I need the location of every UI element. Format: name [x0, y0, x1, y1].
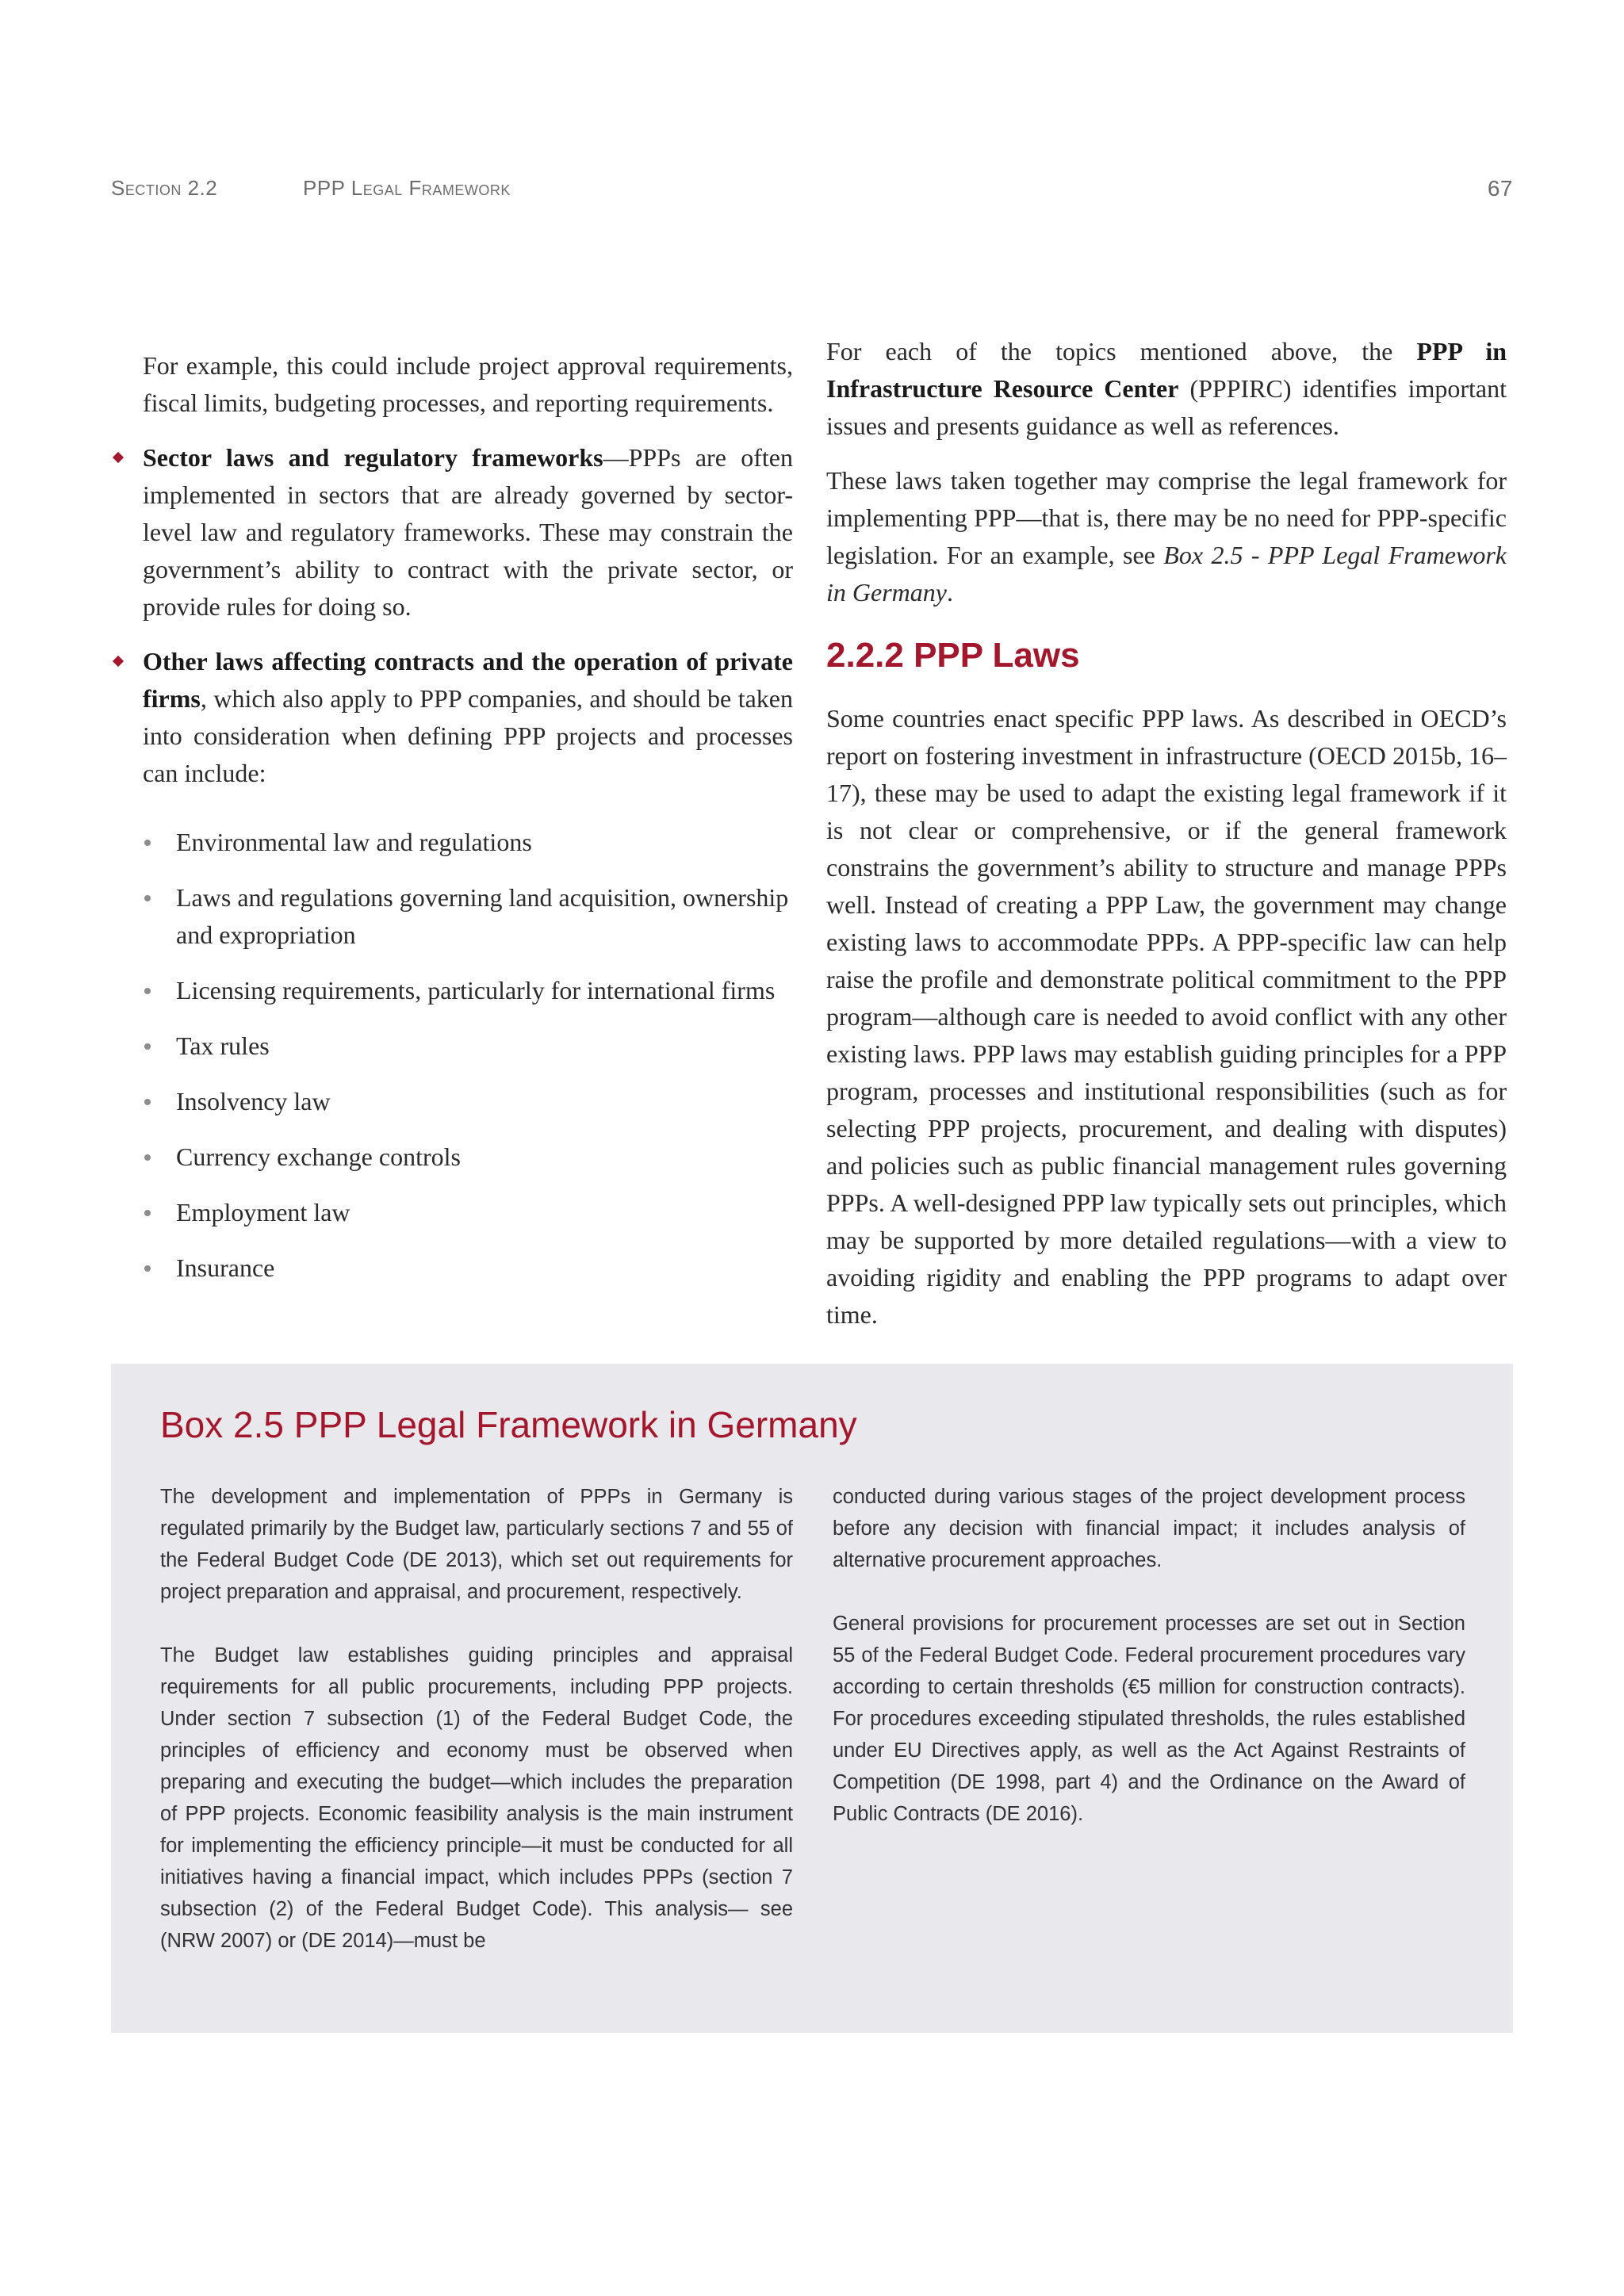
bullet-dot-icon: [144, 1210, 151, 1216]
ppp-laws-paragraph: Some countries enact specific PPP laws. As described in OECD’s report on fostering investment in infrastructure (OECD 2015b, 16–17), these may be used to adapt the existing legal framework if it is not clear or comprehensive, or if the general framework constrains the government’s ability to structure and manage PPPs well. Instead of creating a PPP Law, the government may change existing laws to accommodate PPPs. A PPP-specific law can help raise the profile and demonstrate political commitment to the PPP program—although care is needed to avoid conflict with any other existing laws. PPP laws may establish guiding principles for a PPP program, processes and institutional responsibilities (such as for selecting PPP projects, procurement, and dealing with disputes) and policies such as public financial management rules governing PPPs. A well-designed PPP law typically sets out principles, which may be supported by more detailed regulations—with a view to avoiding rigidity and enabling the PPP programs to adapt over time.: [826, 704, 1507, 1329]
sub-list-item: [143, 824, 793, 861]
sub-list-item-text: Employment law: [176, 1198, 350, 1226]
intro-paragraph: For example, this could include project approval requirements, fiscal limits, budgeting processes, and reporting requirements.: [143, 351, 793, 417]
box-paragraph: conducted during various stages of the project development process before any decision with financial impact; it includes analysis of alternative procurement approaches.: [833, 1486, 1465, 1571]
box-paragraph: The development and implementation of PPPs in Germany is regulated primarily by the Budget law, particularly sections 7 and 55 of the Federal Budget Code (DE 2013), which set out requirements for project preparation and appraisal, and procurement, respectively.: [160, 1486, 793, 1603]
sub-list-item-text: Tax rules: [176, 1031, 270, 1060]
paragraph-text: For each of the topics mentioned above, the: [826, 337, 1417, 365]
list-item-bold: Other laws affecting contracts and the operation of private firms: [143, 647, 793, 713]
list-item-text: —PPPs are often implemented in sectors that are already governed by sector-level law and regulatory frameworks. These may constrain the government’s ability to contract with the private sector, or provide rules for doing so.: [143, 443, 793, 621]
box-reference-link[interactable]: Box 2.5 - PPP Legal Framework in Germany: [826, 541, 1507, 607]
sub-bullet-list: [143, 824, 793, 1287]
section-label: Section 2.2: [111, 176, 218, 200]
paragraph-text: (PPPIRC) identifies important issues and presents guidance as well as references.: [826, 374, 1507, 440]
sub-list-item-text: Currency exchange controls: [176, 1142, 461, 1171]
bullet-dot-icon: [144, 895, 151, 901]
running-header: [111, 176, 1513, 208]
paragraph-text: These laws taken together may comprise the legal framework for implementing PPP—that is, there may be no need for PPP-specific legislation. For an example, see: [826, 466, 1507, 569]
bullet-dot-icon: [144, 1265, 151, 1272]
bullet-dot-icon: [144, 1154, 151, 1161]
sub-list-item: [143, 1083, 793, 1120]
sub-list-item: [143, 1138, 793, 1176]
bullet-dot-icon: [144, 1043, 151, 1050]
sub-list-item-text: Insolvency law: [176, 1087, 331, 1115]
sub-list-item: [143, 879, 793, 954]
list-item-text: , which also apply to PPP companies, and should be taken into consideration when defining PPP projects and processes can include:: [143, 684, 793, 787]
pppirc-link-text: PPP in Infrastructure Resource Center: [826, 337, 1507, 403]
list-item-other-laws: [143, 643, 793, 792]
sub-list-item: [143, 1249, 793, 1287]
page-number: 67: [1487, 176, 1513, 201]
legal-framework-paragraph: [826, 462, 1507, 611]
pppirc-paragraph: [826, 333, 1507, 445]
right-column: [826, 333, 1507, 1334]
box-paragraph: The Budget law establishes guiding principles and appraisal requirements for all public procurements, including PPP projects. Under section 7 subsection (1) of the Federal Budget Code, the principles of efficiency and economy must be observed when preparing and executing the budget—which includes the preparation of PPP projects. Economic feasibility analysis is the main instrument for implementing the efficiency principle—it must be conducted for all initiatives having a financial impact, which includes PPPs (section 7 subsection (2) of the Federal Budget Code). This analysis— see (NRW 2007) or (DE 2014)—must be: [160, 1644, 793, 1952]
sub-list-item-text: Insurance: [176, 1253, 275, 1282]
sub-list-item: [143, 1027, 793, 1065]
bullet-dot-icon: [144, 840, 151, 846]
section-heading: 2.2.2 PPP Laws: [826, 636, 1080, 675]
diamond-bullet-icon: [113, 656, 124, 667]
chapter-title: PPP Legal Framework: [303, 176, 511, 200]
sub-list-item-text: Licensing requirements, particularly for international firms: [176, 976, 776, 1004]
germany-framework-box: [111, 1364, 1513, 2033]
box-left-column: [160, 1481, 793, 1957]
left-column: [143, 347, 793, 1305]
sub-list-item: [143, 972, 793, 1009]
list-item-sector-laws: [143, 439, 793, 626]
list-item-bold: Sector laws and regulatory frameworks: [143, 443, 603, 472]
sub-list-item-text: Laws and regulations governing land acquisition, ownership and expropriation: [176, 883, 789, 949]
sub-list-item: [143, 1194, 793, 1231]
diamond-bullet-icon: [113, 452, 124, 463]
bullet-dot-icon: [144, 988, 151, 994]
sub-list-item-text: Environmental law and regulations: [176, 828, 532, 856]
box-right-column: [833, 1481, 1465, 1830]
paragraph-text: .: [946, 578, 953, 607]
bullet-dot-icon: [144, 1099, 151, 1105]
box-paragraph: General provisions for procurement processes are set out in Section 55 of the Federal Budget Code. Federal procurement procedures vary according to certain thresholds (€5 million for construction contracts). For procedures exceeding stipulated thresholds, the rules established under EU Directives apply, as well as the Act Against Restraints of Competition (DE 1998, part 4) and the Ordinance on the Award of Public Contracts (DE 2016).: [833, 1613, 1465, 1825]
box-title: Box 2.5 PPP Legal Framework in Germany: [160, 1404, 857, 1445]
